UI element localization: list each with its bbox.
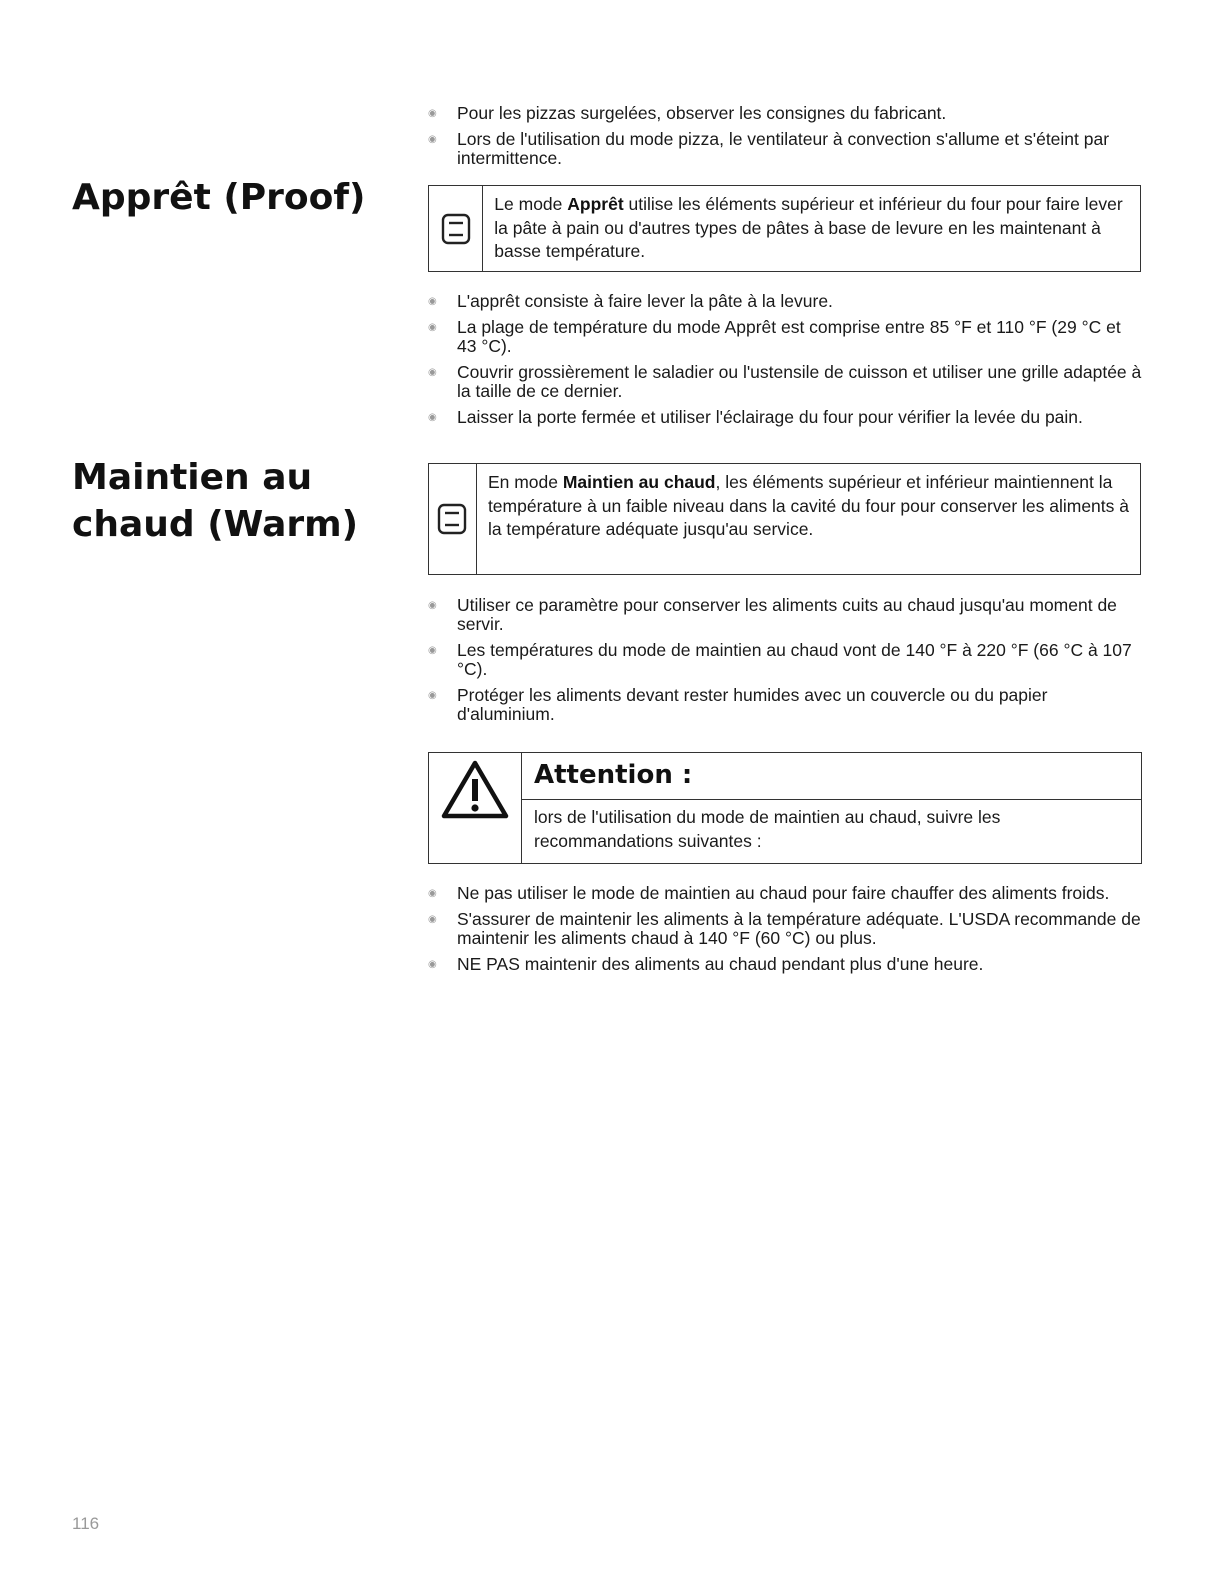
list-item: ◉ NE PAS maintenir des aliments au chaud pendant plus d'une heure. [428, 954, 984, 974]
proof-bullet-list [428, 292, 1142, 434]
oven-mode-icon [436, 502, 468, 536]
proof-note-text: Le mode Apprêt utilise les éléments supérieur et inférieur du four pour faire lever la pâte à pain ou d'autres types de pâtes à base de levure en les maintenant à basse température. [494, 194, 1123, 261]
proof-section-title: Apprêt (Proof) [72, 177, 366, 218]
warm-warning-bullet-list [428, 884, 1142, 981]
bullet-icon: ◉ [428, 296, 437, 307]
bullet-icon: ◉ [428, 645, 437, 656]
bullet-icon: ◉ [428, 134, 437, 145]
bullet-icon: ◉ [428, 108, 437, 119]
list-item: ◉ Ne pas utiliser le mode de maintien au chaud pour faire chauffer des aliments froids. [428, 883, 1110, 903]
warm-note-text: En mode Maintien au chaud, les éléments supérieur et inférieur maintiennent la température à un faible niveau dans la cavité du four pour conserver les aliments à la température adéquate jusqu'au service. [487, 472, 1129, 539]
note-icon-cell [429, 464, 477, 574]
attention-icon-cell [429, 753, 522, 863]
bullet-icon: ◉ [428, 959, 437, 970]
list-item: ◉ Protéger les aliments devant rester humides avec un couvercle ou du papier d'aluminium. [428, 685, 1048, 724]
list-item: ◉ S'assurer de maintenir les aliments à la température adéquate. L'USDA recommande de maintenir les aliments chaud à 140 °F (60 °C) ou plus. [428, 909, 1141, 948]
attention-box [428, 752, 1142, 864]
proof-note-box [428, 185, 1141, 272]
warning-triangle-icon [441, 759, 509, 819]
bullet-icon: ◉ [428, 914, 437, 925]
attention-content [522, 753, 1141, 863]
list-item: ◉ La plage de température du mode Apprêt est comprise entre 85 °F et 110 °F (29 °C et 43 °C). [428, 317, 1121, 356]
warm-section-title: Maintien au chaud (Warm) [72, 457, 359, 545]
warm-note-box [428, 463, 1141, 575]
list-item: ◉ Utiliser ce paramètre pour conserver les aliments cuits au chaud jusqu'au moment de servir. [428, 595, 1117, 634]
note-icon-cell [429, 186, 483, 271]
warm-bullet-list [428, 596, 1142, 731]
bullet-icon: ◉ [428, 600, 437, 611]
pizza-bullet-list [428, 104, 1142, 175]
list-item: ◉ Laisser la porte fermée et utiliser l'éclairage du four pour vérifier la levée du pain. [428, 407, 1083, 427]
list-item: ◉ Couvrir grossièrement le saladier ou l'ustensile de cuisson et utiliser une grille adaptée à la taille de ce dernier. [428, 362, 1142, 401]
oven-mode-icon [440, 212, 472, 246]
bullet-icon: ◉ [428, 412, 437, 423]
list-item: ◉ Lors de l'utilisation du mode pizza, le ventilateur à convection s'allume et s'éteint par intermittence. [428, 129, 1110, 168]
attention-text: lors de l'utilisation du mode de maintien au chaud, suivre les recommandations suivantes : [534, 807, 1001, 851]
bullet-icon: ◉ [428, 367, 437, 378]
list-item: ◉ Pour les pizzas surgelées, observer les consignes du fabricant. [428, 103, 947, 123]
list-item: ◉ Les températures du mode de maintien au chaud vont de 140 °F à 220 °F (66 °C à 107 °C). [428, 640, 1132, 679]
list-item: ◉ L'apprêt consiste à faire lever la pâte à la levure. [428, 291, 833, 311]
attention-title: Attention : [522, 753, 1141, 800]
bullet-icon: ◉ [428, 690, 437, 701]
bullet-icon: ◉ [428, 888, 437, 899]
page-number: 116 [72, 1514, 100, 1533]
bullet-icon: ◉ [428, 322, 437, 333]
